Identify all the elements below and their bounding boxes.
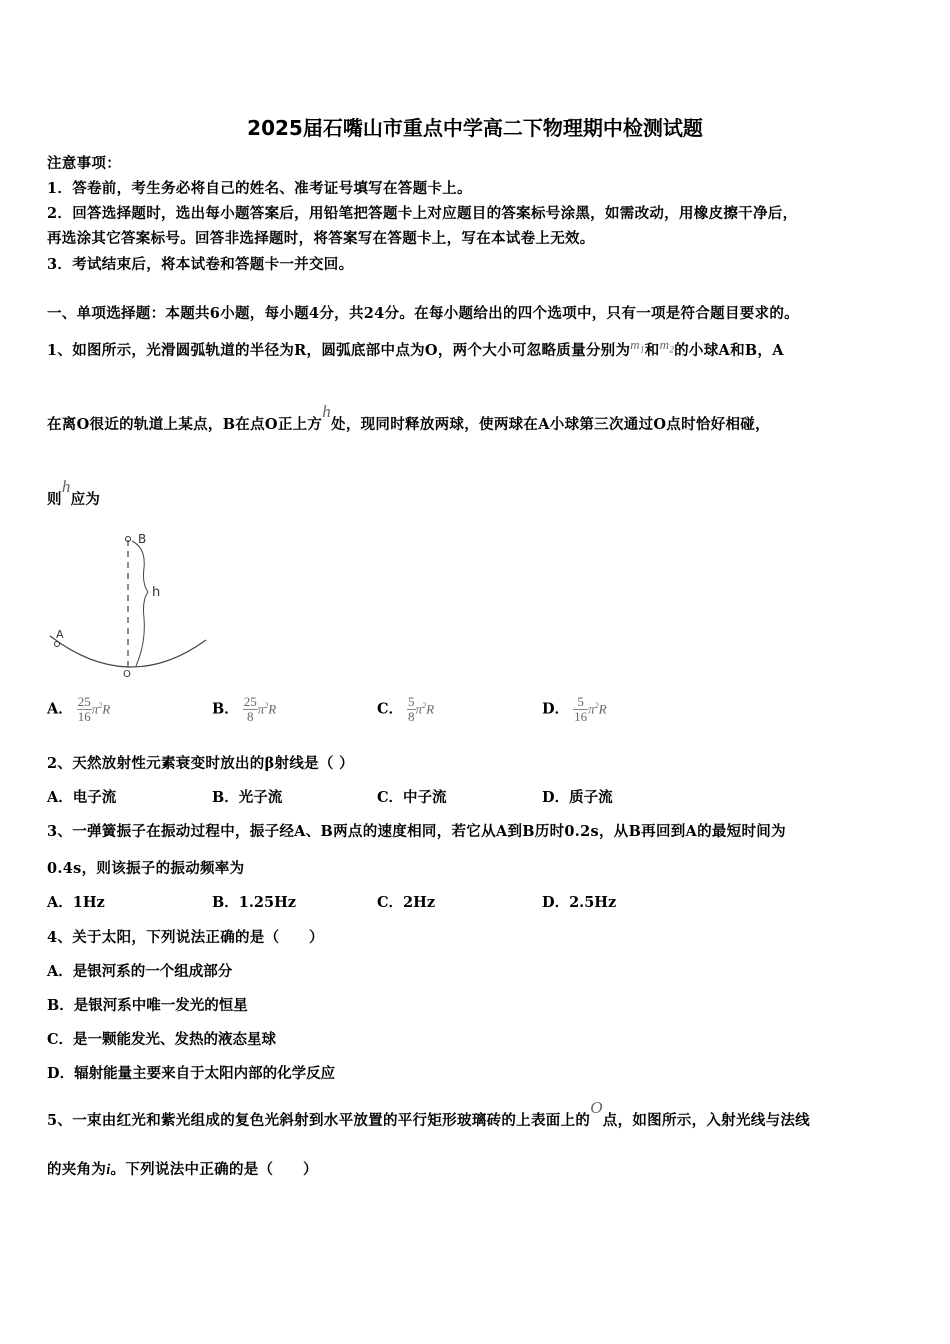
notice-item-2: 2．回答选择题时，选出每小题答案后，用铅笔把答题卡上对应题目的答案标号涂黑，如需改动，用橡皮擦干净后， xyxy=(47,205,798,222)
numerator: 25 xyxy=(77,694,91,709)
label-h: h xyxy=(152,585,161,600)
option-letter: C． xyxy=(377,700,404,718)
notice-item-1: 1．答卷前，考生务必将自己的姓名、准考证号填写在答题卡上。 xyxy=(47,180,472,197)
square: 2 xyxy=(594,701,599,711)
pi: π xyxy=(257,701,265,717)
pi-r-term xyxy=(92,701,110,717)
i-symbol: i xyxy=(106,1162,111,1178)
q4-option-c[interactable]: C．是一颗能发光、发热的液态星球 xyxy=(47,1031,277,1048)
q1-text-1a: 1、如图所示，光滑圆弧轨道的半径为R，圆弧底部中点为O，两个大小可忽略质量分别为 xyxy=(47,342,631,359)
pi: π xyxy=(91,701,99,717)
numerator: 5 xyxy=(573,695,588,710)
q1-text-3b: 应为 xyxy=(70,491,101,508)
q1-option-c[interactable] xyxy=(377,695,434,724)
h-symbol-2: h xyxy=(61,477,71,496)
q2-option-d[interactable]: D．质子流 xyxy=(542,789,613,806)
square: 2 xyxy=(422,701,427,711)
q1-option-b[interactable] xyxy=(212,695,276,724)
square: 2 xyxy=(264,701,269,711)
q1-line-2 xyxy=(47,402,770,434)
m1-symbol xyxy=(630,337,645,355)
q5-text-1a: 5、一束由红光和紫光组成的复色光斜射到水平放置的平行矩形玻璃砖的上表面上的 xyxy=(47,1112,591,1129)
q1-line-3 xyxy=(47,477,101,509)
q1-text-2b: 处，现同时释放两球，使两球在A小球第三次通过O点时恰好相碰， xyxy=(331,416,770,433)
q3-line-2: 0.4s，则该振子的振动频率为 xyxy=(47,860,245,877)
pi-r-term xyxy=(588,701,606,717)
q3-option-a[interactable]: A．1Hz xyxy=(47,894,105,911)
notice-heading: 注意事项： xyxy=(47,155,121,172)
q1-line-1 xyxy=(47,339,784,361)
q5-text-2a: 的夹角为 xyxy=(47,1161,107,1178)
q3-option-c[interactable]: C．2Hz xyxy=(377,894,436,911)
square: 2 xyxy=(98,701,103,711)
fraction xyxy=(573,695,588,724)
option-letter: D． xyxy=(542,700,570,718)
page-title: 2025届石嘴山市重点中学高二下物理期中检测试题 xyxy=(247,116,703,140)
pi-r-term xyxy=(258,701,276,717)
pi-r-term xyxy=(416,701,434,717)
numerator: 5 xyxy=(408,694,415,709)
o-symbol: O xyxy=(590,1098,603,1117)
option-letter: A． xyxy=(47,700,73,718)
q2-text: 2、天然放射性元素衰变时放出的β射线是（ ） xyxy=(47,755,354,772)
q2-option-b[interactable]: B．光子流 xyxy=(212,789,283,806)
q5-text-1b: 点，如图所示，入射光线与法线 xyxy=(602,1112,810,1129)
q1-text-3a: 则 xyxy=(47,491,62,508)
q4-option-d[interactable]: D．辐射能量主要来自于太阳内部的化学反应 xyxy=(47,1065,336,1082)
label-a: A xyxy=(56,628,64,641)
notice-item-3: 3．考试结束后，将本试卷和答题卡一并交回。 xyxy=(47,256,354,273)
label-b: B xyxy=(138,532,147,546)
q1-text-1b: 的小球A和B，A xyxy=(674,342,784,359)
pi: π xyxy=(415,701,423,717)
q5-line-2 xyxy=(47,1158,318,1179)
ball-a xyxy=(55,642,60,647)
q4-option-a[interactable]: A．是银河系的一个组成部分 xyxy=(47,963,233,980)
q3-option-d[interactable]: D．2.5Hz xyxy=(542,894,617,911)
pi: π xyxy=(588,701,595,717)
denominator: 16 xyxy=(574,709,588,724)
m1-letter: m xyxy=(630,337,640,352)
fraction xyxy=(77,695,92,724)
q1-option-d[interactable] xyxy=(542,695,607,724)
denominator: 8 xyxy=(408,709,415,724)
q1-and: 和 xyxy=(644,342,660,359)
fraction xyxy=(243,695,258,724)
radius: R xyxy=(598,701,607,717)
section-heading: 一、单项选择题：本题共6小题，每小题4分，共24分。在每小题给出的四个选项中，只有一项是符合题目要求的。 xyxy=(47,305,799,322)
q5-text-2b: 。下列说法中正确的是（ ） xyxy=(110,1161,318,1178)
m2-symbol xyxy=(659,337,675,355)
q3-line-1: 3、一弹簧振子在振动过程中，振子经A、B两点的速度相同，若它从A到B历时0.2s，从B再回到A的最短时间为 xyxy=(47,823,786,840)
h-symbol: h xyxy=(322,402,332,421)
label-o: O xyxy=(123,669,131,680)
option-letter: B． xyxy=(212,700,239,718)
h-brace xyxy=(132,541,148,666)
q3-option-b[interactable]: B．1.25Hz xyxy=(212,894,297,911)
q4-option-b[interactable]: B．是银河系中唯一发光的恒星 xyxy=(47,997,248,1014)
q5-line-1 xyxy=(47,1098,810,1130)
q1-figure xyxy=(44,528,214,680)
m1-subscript: 1 xyxy=(639,344,645,355)
q1-option-a[interactable] xyxy=(47,695,110,724)
q2-option-a[interactable]: A．电子流 xyxy=(47,789,117,806)
q2-option-c[interactable]: C．中子流 xyxy=(377,789,447,806)
fraction xyxy=(407,695,416,724)
m2-letter: m xyxy=(659,337,670,352)
numerator: 25 xyxy=(243,694,257,709)
denominator: 16 xyxy=(77,709,91,724)
q4-text: 4、关于太阳，下列说法正确的是（ ） xyxy=(47,929,324,946)
q1-text-2a: 在离O很近的轨道上某点，B在点O正上方 xyxy=(47,416,323,433)
notice-item-2-cont: 再选涂其它答案标号。回答非选择题时，将答案写在答题卡上，写在本试卷上无效。 xyxy=(47,230,595,247)
radius: R xyxy=(426,701,435,717)
m2-subscript: 2 xyxy=(669,344,675,355)
radius: R xyxy=(268,701,277,717)
radius: R xyxy=(102,701,111,717)
denominator: 8 xyxy=(247,709,254,724)
